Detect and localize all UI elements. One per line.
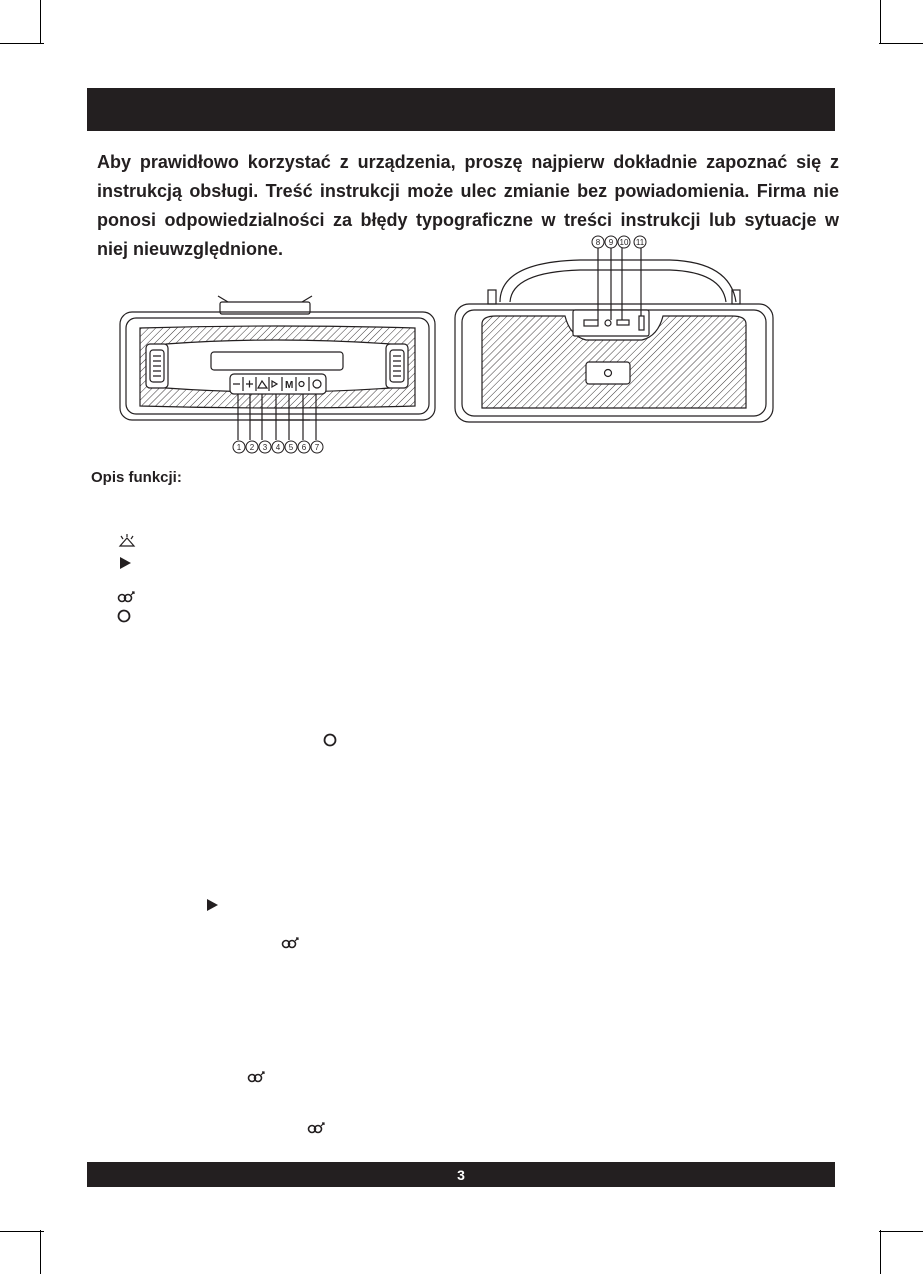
page-number: 3 [457, 1167, 465, 1183]
crop-mark [0, 43, 44, 44]
footer-bar [87, 1162, 835, 1187]
callout-number: 8 [595, 238, 601, 247]
play-pause-icon [118, 556, 132, 570]
power-button-icon [323, 733, 337, 747]
tws-icon [281, 937, 299, 949]
callout-number: 5 [288, 443, 294, 452]
crop-mark [880, 1230, 881, 1274]
section-title: Opis funkcji: [91, 469, 182, 486]
callout-number: 4 [275, 443, 281, 452]
speaker-diagram [110, 232, 780, 464]
callout-number: 9 [608, 238, 614, 247]
callout-number: 10 [619, 238, 629, 247]
crop-mark [0, 1231, 44, 1232]
back-view [455, 248, 773, 422]
front-view [120, 296, 435, 440]
power-button-icon [117, 609, 131, 623]
callout-number: 1 [236, 443, 242, 452]
callout-number: 6 [301, 443, 307, 452]
intro-paragraph: Aby prawidłowo korzystać z urządzenia, proszę najpierw dokładnie zapoznać się z instrukcją obsługi. Treść instrukcji może ulec zmianie bez powiadomienia. Firma nie ponosi odpowiedzialności za błędy typograficzne w treści instrukcji lub sytuacje w niej nieuwzględnione. [97, 152, 839, 259]
crop-mark [40, 0, 41, 44]
crop-mark [40, 1230, 41, 1274]
panel-button-m-label: M [285, 380, 294, 391]
tws-icon [307, 1122, 325, 1134]
callout-number: 7 [314, 443, 320, 452]
crop-mark [879, 43, 923, 44]
callout-number: 2 [249, 443, 255, 452]
crop-mark [880, 0, 881, 44]
light-mode-icon [117, 534, 137, 548]
crop-mark [879, 1231, 923, 1232]
callout-number: 3 [262, 443, 268, 452]
play-pause-icon [205, 898, 219, 912]
tws-icon [247, 1071, 265, 1083]
header-bar [87, 88, 835, 131]
callout-number: 11 [635, 238, 645, 247]
tws-icon [117, 591, 135, 603]
